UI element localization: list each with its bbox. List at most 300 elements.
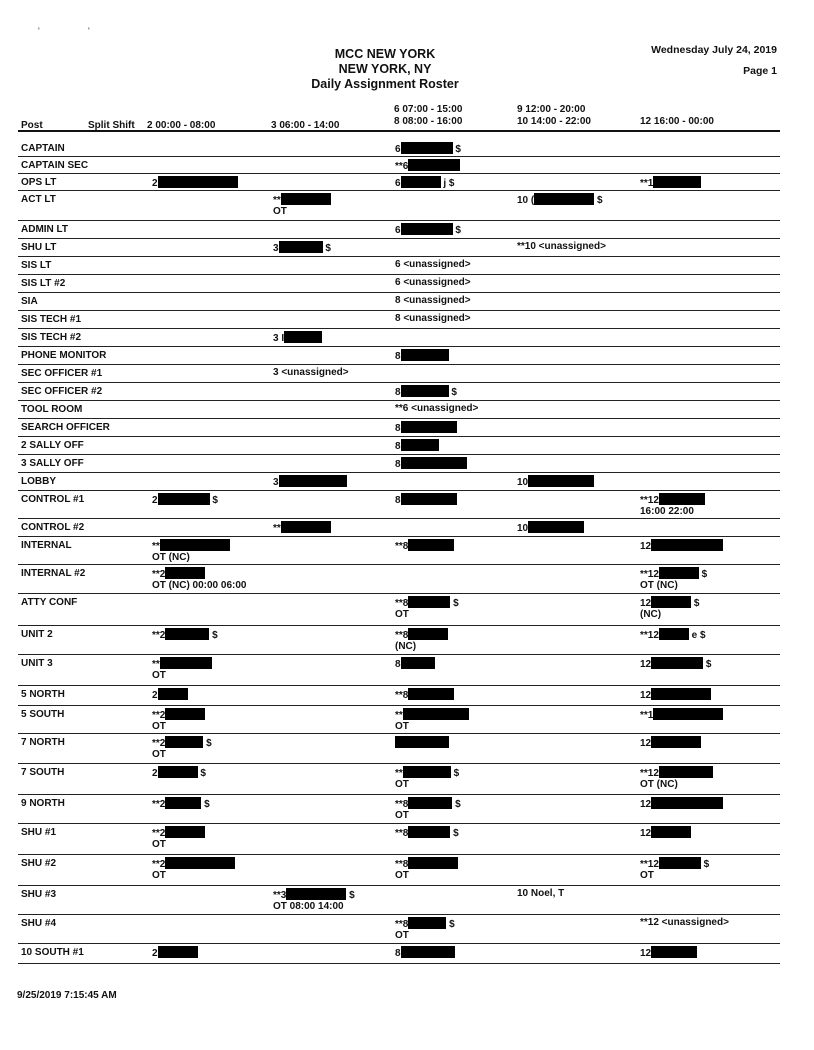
redaction-bar bbox=[408, 917, 446, 929]
assignment-text: 6 bbox=[395, 144, 401, 155]
assignment-c2 bbox=[152, 567, 246, 591]
assignment-c12 bbox=[640, 539, 723, 552]
post-name: 5 NORTH bbox=[21, 689, 65, 700]
table-row bbox=[18, 734, 780, 764]
assignment-c12 bbox=[640, 857, 709, 881]
table-row bbox=[18, 157, 780, 174]
assignment-text: **8 bbox=[395, 919, 409, 930]
assignment-c2 bbox=[152, 826, 205, 850]
assignment-text: 2 bbox=[152, 495, 158, 506]
assignment-c6 bbox=[395, 708, 469, 732]
table-row bbox=[18, 455, 780, 473]
assignment-text: **8 bbox=[395, 690, 409, 701]
assignment-text: 8 bbox=[395, 459, 401, 470]
assignment-text: 2 bbox=[152, 690, 158, 701]
redaction-bar bbox=[401, 142, 453, 154]
redaction-bar bbox=[651, 539, 723, 551]
assignment-suffix: $ bbox=[450, 768, 460, 779]
facility-location: NEW YORK, NY bbox=[338, 62, 432, 76]
assignment-c3 bbox=[273, 888, 355, 912]
assignment-note: OT bbox=[640, 870, 654, 881]
assignment-text: 2 bbox=[152, 178, 158, 189]
redaction-bar bbox=[158, 946, 198, 958]
page-number: Page 1 bbox=[743, 65, 777, 77]
assignment-note: OT bbox=[395, 870, 409, 881]
post-name: SHU #4 bbox=[21, 918, 57, 929]
assignment-c6 bbox=[395, 493, 457, 506]
redaction-bar bbox=[401, 421, 457, 433]
post-name: 3 SALLY OFF bbox=[21, 458, 84, 469]
post-name: CAPTAIN SEC bbox=[21, 160, 89, 171]
assignment-text: 6 bbox=[395, 178, 401, 189]
assignment-text: 8 bbox=[395, 387, 401, 398]
redaction-bar bbox=[165, 797, 201, 809]
assignment-c12 bbox=[640, 176, 701, 189]
post-name: ATTY CONF bbox=[21, 597, 78, 608]
post-name: CAPTAIN bbox=[21, 143, 65, 154]
assignment-note: OT 08:00 14:00 bbox=[273, 901, 344, 912]
redaction-bar bbox=[651, 736, 701, 748]
assignment-c6 bbox=[395, 295, 471, 306]
table-row bbox=[18, 855, 780, 886]
assignment-c6 bbox=[395, 223, 461, 236]
assignment-text: 6 <unassigned> bbox=[395, 259, 471, 270]
table-row bbox=[18, 383, 780, 401]
post-name: SHU #1 bbox=[21, 827, 57, 838]
redaction-bar bbox=[160, 657, 212, 669]
redaction-bar bbox=[401, 385, 449, 397]
assignment-suffix: $ bbox=[450, 598, 459, 609]
post-name: TOOL ROOM bbox=[21, 404, 83, 415]
assignment-text: 12 bbox=[640, 690, 652, 701]
table-row bbox=[18, 275, 780, 293]
assignment-suffix: $ bbox=[703, 659, 712, 670]
assignment-c6 bbox=[395, 797, 461, 821]
post-name: OPS LT bbox=[21, 177, 57, 188]
redaction-bar bbox=[408, 159, 460, 171]
post-name: ACT LT bbox=[21, 194, 56, 205]
assignment-c2 bbox=[152, 657, 212, 681]
assignment-text: **12 bbox=[640, 768, 659, 779]
table-row bbox=[18, 626, 780, 655]
assignment-c2 bbox=[152, 176, 238, 189]
redaction-bar bbox=[651, 596, 691, 608]
assignment-c12 bbox=[640, 688, 711, 701]
assignment-c6 bbox=[395, 917, 455, 941]
assignment-text: **6 bbox=[395, 161, 409, 172]
assignment-text: **8 bbox=[395, 541, 409, 552]
assignment-c12 bbox=[640, 493, 705, 517]
redaction-bar bbox=[401, 176, 441, 188]
redaction-bar bbox=[651, 657, 703, 669]
post-name: SEARCH OFFICER bbox=[21, 422, 110, 433]
col-shift-9-10 bbox=[517, 104, 591, 128]
post-name: SIS LT #2 bbox=[21, 278, 66, 289]
redaction-bar bbox=[165, 736, 203, 748]
assignment-note: OT bbox=[395, 721, 409, 732]
assignment-text: 8 bbox=[395, 659, 401, 670]
assignment-note: OT bbox=[395, 609, 409, 620]
assignment-c10 bbox=[517, 241, 606, 252]
redaction-bar bbox=[653, 708, 723, 720]
redaction-bar bbox=[401, 946, 455, 958]
assignment-text: 2 bbox=[152, 948, 158, 959]
redaction-bar bbox=[165, 826, 205, 838]
assignment-text: **2 bbox=[152, 859, 166, 870]
col-split-shift: Split Shift bbox=[88, 120, 135, 131]
assignment-suffix: j $ bbox=[440, 178, 455, 189]
report-date: Wednesday July 24, 2019 bbox=[651, 44, 777, 56]
assignment-note: OT bbox=[152, 670, 166, 681]
assignment-suffix: $ bbox=[201, 799, 210, 810]
assignment-text: 2 bbox=[152, 768, 158, 779]
assignment-text: 8 bbox=[395, 495, 401, 506]
redaction-bar bbox=[659, 766, 713, 778]
post-name: 5 SOUTH bbox=[21, 709, 65, 720]
redaction-bar bbox=[408, 826, 450, 838]
assignment-text: **3 bbox=[273, 890, 287, 901]
redaction-bar bbox=[281, 521, 331, 533]
assignment-text: ** bbox=[395, 710, 403, 721]
assignment-text: **8 bbox=[395, 598, 409, 609]
redaction-bar bbox=[158, 766, 198, 778]
assignment-suffix: $ bbox=[452, 144, 461, 155]
assignment-text: 8 <unassigned> bbox=[395, 295, 471, 306]
table-row bbox=[18, 594, 780, 626]
redaction-bar bbox=[401, 223, 453, 235]
post-name: 9 NORTH bbox=[21, 798, 65, 809]
assignment-c6 bbox=[395, 736, 449, 749]
assignment-note: OT (NC) 00:00 06:00 bbox=[152, 580, 247, 591]
table-row bbox=[18, 795, 780, 824]
assignment-text: **1 bbox=[640, 178, 654, 189]
post-name: SIS TECH #1 bbox=[21, 314, 82, 325]
table-row bbox=[18, 329, 780, 347]
assignment-suffix: $ bbox=[322, 243, 331, 254]
assignment-note: OT bbox=[152, 721, 166, 732]
post-name: SHU #2 bbox=[21, 858, 57, 869]
table-row bbox=[18, 491, 780, 519]
assignment-c6 bbox=[395, 826, 459, 839]
post-name: SIA bbox=[21, 296, 38, 307]
redaction-bar bbox=[286, 888, 346, 900]
assignment-text: **6 <unassigned> bbox=[395, 403, 479, 414]
facility-name: MCC NEW YORK bbox=[334, 47, 436, 61]
assignment-text: ** bbox=[273, 523, 281, 534]
redaction-bar bbox=[534, 193, 594, 205]
assignment-text: **2 bbox=[152, 710, 166, 721]
assignment-c2 bbox=[152, 688, 188, 701]
assignment-note: OT bbox=[152, 870, 166, 881]
assignment-note: 16:00 22:00 bbox=[640, 506, 694, 517]
assignment-c6 bbox=[395, 259, 471, 270]
post-name: 7 SOUTH bbox=[21, 767, 65, 778]
assignment-text: 8 bbox=[395, 351, 401, 362]
post-name: SIS TECH #2 bbox=[21, 332, 82, 343]
table-row bbox=[18, 140, 780, 157]
table-row bbox=[18, 565, 780, 594]
post-name: 10 SOUTH #1 bbox=[21, 947, 84, 958]
assignment-text: **1 bbox=[640, 710, 654, 721]
assignment-text: ** bbox=[395, 768, 403, 779]
table-row bbox=[18, 191, 780, 221]
assignment-text: 3 bbox=[273, 243, 279, 254]
assignment-text: **2 bbox=[152, 630, 166, 641]
assignment-c12 bbox=[640, 628, 706, 641]
redaction-bar bbox=[279, 475, 347, 487]
table-row bbox=[18, 221, 780, 239]
assignment-c6 bbox=[395, 457, 467, 470]
redaction-bar bbox=[528, 475, 594, 487]
redaction-bar bbox=[659, 567, 699, 579]
assignment-note: OT bbox=[273, 206, 287, 217]
redaction-bar bbox=[160, 539, 230, 551]
assignment-text: ** bbox=[273, 195, 281, 206]
assignment-text: ** bbox=[152, 541, 160, 552]
post-name: UNIT 3 bbox=[21, 658, 53, 669]
post-name: CONTROL #2 bbox=[21, 522, 85, 533]
assignment-c6 bbox=[395, 439, 439, 452]
assignment-text: ** bbox=[152, 659, 160, 670]
table-row bbox=[18, 915, 780, 944]
col-post: Post bbox=[21, 120, 43, 131]
report-header bbox=[260, 47, 510, 92]
redaction-bar bbox=[158, 176, 238, 188]
table-row bbox=[18, 686, 780, 706]
assignment-c6 bbox=[395, 385, 457, 398]
post-name: SIS LT bbox=[21, 260, 52, 271]
assignment-c6 bbox=[395, 313, 471, 324]
assignment-text: 3 I bbox=[273, 333, 285, 344]
col-shift-8: 8 08:00 - 16:00 bbox=[394, 116, 463, 127]
post-name: INTERNAL #2 bbox=[21, 568, 86, 579]
redaction-bar bbox=[653, 176, 701, 188]
assignment-note: OT bbox=[152, 749, 166, 760]
assignment-c12 bbox=[640, 946, 697, 959]
assignment-c10 bbox=[517, 888, 564, 899]
assignment-note: OT (NC) bbox=[640, 580, 678, 591]
assignment-text: **8 bbox=[395, 630, 409, 641]
assignment-text: 12 bbox=[640, 659, 652, 670]
assignment-c2 bbox=[152, 736, 212, 760]
assignment-c6 bbox=[395, 539, 454, 552]
redaction-bar bbox=[408, 688, 454, 700]
assignment-c2 bbox=[152, 797, 210, 810]
assignment-text: 8 <unassigned> bbox=[395, 313, 471, 324]
redaction-bar bbox=[408, 857, 458, 869]
assignment-suffix: $ bbox=[452, 799, 461, 810]
redaction-bar bbox=[651, 688, 711, 700]
assignment-c12 bbox=[640, 567, 707, 591]
assignment-note: OT bbox=[152, 839, 166, 850]
report-title: Daily Assignment Roster bbox=[311, 77, 459, 91]
table-row bbox=[18, 944, 780, 964]
col-shift-9: 9 12:00 - 20:00 bbox=[517, 104, 586, 115]
redaction-bar bbox=[528, 521, 584, 533]
assignment-c2 bbox=[152, 708, 205, 732]
post-name: SEC OFFICER #2 bbox=[21, 386, 103, 397]
assignment-text: 3 bbox=[273, 477, 279, 488]
redaction-bar bbox=[395, 736, 449, 748]
assignment-suffix: $ bbox=[698, 569, 708, 580]
table-row bbox=[18, 257, 780, 275]
assignment-suffix: e $ bbox=[688, 630, 706, 641]
table-row bbox=[18, 174, 780, 191]
redaction-bar bbox=[408, 797, 452, 809]
redaction-bar bbox=[651, 826, 691, 838]
assignment-text: 8 bbox=[395, 441, 401, 452]
assignment-c6 bbox=[395, 946, 455, 959]
assignment-text: 6 <unassigned> bbox=[395, 277, 471, 288]
redaction-bar bbox=[165, 567, 205, 579]
assignment-c12 bbox=[640, 917, 729, 928]
assignment-suffix: $ bbox=[203, 738, 212, 749]
assignment-note: OT bbox=[395, 779, 409, 790]
assignment-text: 12 bbox=[640, 598, 652, 609]
assignment-text: 12 bbox=[640, 828, 652, 839]
redaction-bar bbox=[659, 493, 705, 505]
assignment-c3 bbox=[273, 193, 331, 217]
assignment-c6 bbox=[395, 857, 458, 881]
assignment-text: 12 bbox=[640, 948, 652, 959]
assignment-note: (NC) bbox=[640, 609, 662, 620]
scan-speck: ' bbox=[88, 26, 90, 36]
table-row bbox=[18, 365, 780, 383]
redaction-bar bbox=[279, 241, 323, 253]
assignment-suffix: $ bbox=[448, 387, 457, 398]
assignment-c3 bbox=[273, 521, 331, 534]
assignment-text: 12 bbox=[640, 541, 652, 552]
assignment-note: OT bbox=[395, 810, 409, 821]
table-row bbox=[18, 437, 780, 455]
table-row bbox=[18, 706, 780, 734]
post-name: PHONE MONITOR bbox=[21, 350, 107, 361]
redaction-bar bbox=[659, 628, 689, 640]
assignment-text: **12 bbox=[640, 569, 659, 580]
table-row bbox=[18, 519, 780, 537]
table-row bbox=[18, 419, 780, 437]
assignment-c6 bbox=[395, 421, 457, 434]
redaction-bar bbox=[403, 708, 469, 720]
assignment-suffix: $ bbox=[691, 598, 700, 609]
assignment-suffix: $ bbox=[450, 828, 459, 839]
assignment-suffix: $ bbox=[594, 195, 603, 206]
redaction-bar bbox=[158, 688, 188, 700]
assignment-note: OT bbox=[395, 930, 409, 941]
assignment-text: **8 bbox=[395, 859, 409, 870]
redaction-bar bbox=[401, 439, 439, 451]
col-shift-10: 10 14:00 - 22:00 bbox=[517, 116, 591, 127]
assignment-suffix: $ bbox=[452, 225, 461, 236]
table-row bbox=[18, 311, 780, 329]
table-row bbox=[18, 886, 780, 915]
assignment-text: **2 bbox=[152, 799, 166, 810]
assignment-c2 bbox=[152, 857, 235, 881]
assignment-c3 bbox=[273, 367, 349, 378]
assignment-suffix: $ bbox=[700, 859, 710, 870]
table-row bbox=[18, 401, 780, 419]
assignment-c3 bbox=[273, 241, 331, 254]
post-name: LOBBY bbox=[21, 476, 56, 487]
assignment-c3 bbox=[273, 331, 322, 344]
assignment-c12 bbox=[640, 766, 713, 790]
redaction-bar bbox=[401, 657, 435, 669]
assignment-note: (NC) bbox=[395, 641, 417, 652]
assignment-text: 10 bbox=[517, 523, 529, 534]
assignment-suffix: $ bbox=[346, 890, 355, 901]
redaction-bar bbox=[408, 596, 450, 608]
assignment-text: **2 bbox=[152, 569, 166, 580]
redaction-bar bbox=[284, 331, 322, 343]
assignment-note: OT (NC) bbox=[152, 552, 190, 563]
redaction-bar bbox=[408, 539, 454, 551]
col-shift-6: 6 07:00 - 15:00 bbox=[394, 104, 463, 115]
assignment-c6 bbox=[395, 688, 454, 701]
post-name: UNIT 2 bbox=[21, 629, 53, 640]
assignment-text: **12 bbox=[640, 495, 659, 506]
assignment-note: OT (NC) bbox=[640, 779, 678, 790]
print-timestamp: 9/25/2019 7:15:45 AM bbox=[17, 990, 117, 1001]
redaction-bar bbox=[401, 349, 449, 361]
table-row bbox=[18, 537, 780, 565]
assignment-c6 bbox=[395, 142, 461, 155]
assignment-c10 bbox=[517, 193, 603, 206]
assignment-suffix: $ bbox=[197, 768, 206, 779]
redaction-bar bbox=[401, 457, 467, 469]
assignment-c2 bbox=[152, 493, 218, 506]
assignment-c2 bbox=[152, 628, 218, 641]
assignment-suffix: $ bbox=[446, 919, 455, 930]
post-name: SHU #3 bbox=[21, 889, 57, 900]
assignment-c10 bbox=[517, 475, 594, 488]
post-name: 7 NORTH bbox=[21, 737, 65, 748]
redaction-bar bbox=[651, 797, 723, 809]
header-rule bbox=[18, 130, 780, 132]
assignment-text: 8 bbox=[395, 423, 401, 434]
assignment-c12 bbox=[640, 657, 711, 670]
table-row bbox=[18, 347, 780, 365]
table-row bbox=[18, 824, 780, 855]
table-row bbox=[18, 655, 780, 686]
assignment-text: 12 bbox=[640, 799, 652, 810]
table-row bbox=[18, 293, 780, 311]
redaction-bar bbox=[165, 857, 235, 869]
table-row bbox=[18, 239, 780, 257]
post-name: SHU LT bbox=[21, 242, 57, 253]
redaction-bar bbox=[158, 493, 210, 505]
scan-speck: ' bbox=[38, 26, 40, 36]
col-shift-12: 12 16:00 - 00:00 bbox=[640, 116, 714, 127]
assignment-c3 bbox=[273, 475, 347, 488]
assignment-c12 bbox=[640, 708, 723, 721]
table-row bbox=[18, 764, 780, 795]
table-row bbox=[18, 473, 780, 491]
assignment-c10 bbox=[517, 521, 584, 534]
assignment-c6 bbox=[395, 596, 459, 620]
assignment-text: 10 bbox=[517, 477, 529, 488]
assignment-c6 bbox=[395, 349, 449, 362]
assignment-c6 bbox=[395, 766, 459, 790]
assignment-text: 3 <unassigned> bbox=[273, 367, 349, 378]
assignment-c2 bbox=[152, 766, 206, 779]
assignment-text: 10 ( bbox=[517, 195, 535, 206]
col-shift-6-8 bbox=[394, 104, 462, 128]
assignment-c6 bbox=[395, 628, 448, 652]
assignment-text: **8 bbox=[395, 799, 409, 810]
post-name: ADMIN LT bbox=[21, 224, 69, 235]
assignment-text: **10 <unassigned> bbox=[517, 241, 606, 252]
assignment-c2 bbox=[152, 946, 198, 959]
